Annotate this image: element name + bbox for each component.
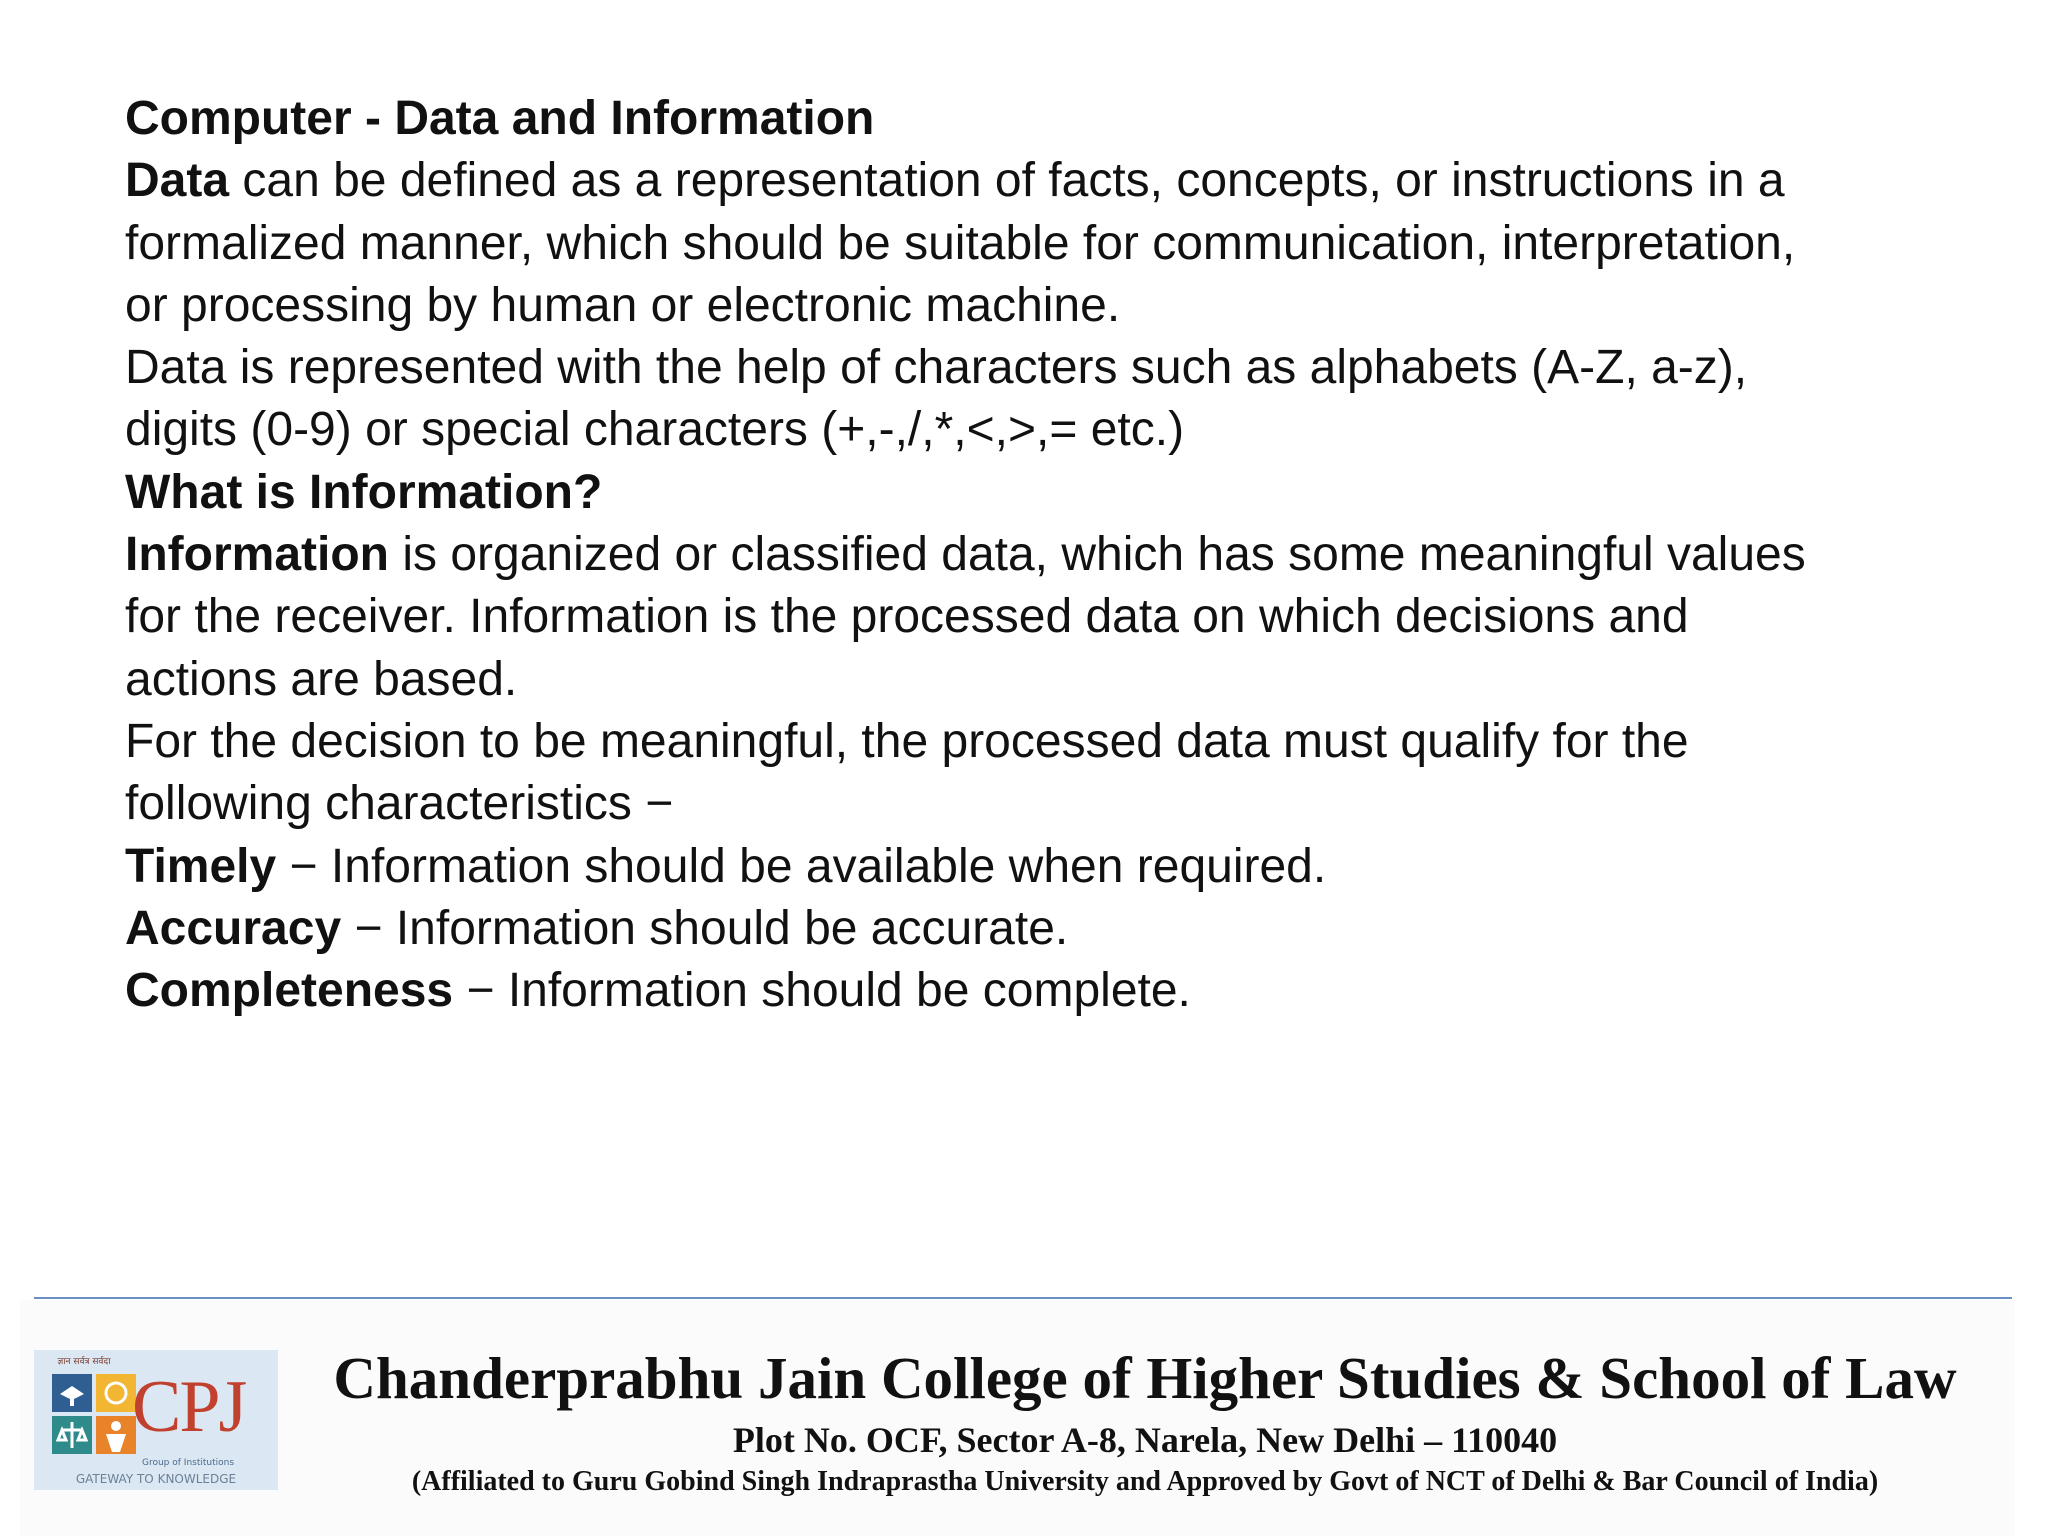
data-definition-line: or processing by human or electronic machine. — [125, 278, 1121, 332]
college-address: Plot No. OCF, Sector A-8, Narela, New Delhi – 110040 — [732, 1420, 1558, 1460]
college-name: Chanderprabhu Jain College of Higher Studies & School of Law — [333, 1345, 1957, 1411]
information-definition-text: is organized or classified data, which has some meaningful values — [388, 528, 1806, 582]
characteristic-description: − Information should be available when required. — [276, 839, 1327, 893]
characteristic-description: − Information should be accurate. — [341, 901, 1069, 955]
logo-letters: CPJ — [132, 1366, 246, 1448]
logo-tagline: GATEWAY TO KNOWLEDGE — [75, 1472, 237, 1486]
data-definition-line: formalized manner, which should be suitable for communication, interpretation, — [125, 216, 1796, 270]
data-representation-line: Data is represented with the help of characters such as alphabets (A-Z, a-z), — [125, 341, 1748, 395]
figure-head — [111, 1421, 121, 1431]
information-definition-line: for the receiver. Information is the processed data on which decisions and — [125, 590, 1689, 644]
information-term: Information — [125, 528, 389, 582]
slide-title: Computer - Data and Information — [125, 92, 875, 145]
characteristic-term: Completeness — [125, 964, 454, 1018]
footer-divider — [34, 1297, 2012, 1299]
information-definition-line: actions are based. — [125, 652, 518, 706]
logo-group-text: Group of Institutions — [142, 1458, 235, 1468]
information-heading: What is Information? — [125, 465, 603, 519]
data-term: Data — [125, 154, 230, 208]
information-definition-line — [125, 524, 1985, 586]
decision-line: following characteristics − — [125, 777, 674, 831]
logo-motto: ज्ञान सर्वत्र सर्वदा — [57, 1357, 111, 1367]
slide-body — [125, 88, 1985, 1022]
logo-emblem-icon — [50, 1372, 138, 1456]
characteristic-description: − Information should be complete. — [453, 964, 1191, 1018]
decision-line: For the decision to be meaningful, the processed data must qualify for the — [125, 714, 1689, 768]
characteristic-term: Timely — [125, 839, 277, 893]
characteristic-item — [125, 960, 1985, 1022]
characteristic-item — [125, 898, 1985, 960]
college-logo — [34, 1350, 278, 1490]
data-definition-line — [125, 150, 1985, 212]
cap-tassel — [70, 1398, 74, 1406]
data-definition-text: can be defined as a representation of facts, concepts, or instructions in a — [229, 154, 1785, 208]
logo-yellow-quadrant — [96, 1374, 136, 1412]
characteristic-item — [125, 836, 1985, 898]
characteristic-term: Accuracy — [125, 901, 342, 955]
data-representation-line: digits (0-9) or special characters (+,-,/,*,<,>,= etc.) — [125, 403, 1185, 457]
college-affiliation: (Affiliated to Guru Gobind Singh Indraprastha University and Approved by Govt of NCT of Delhi & Bar Council of India) — [411, 1466, 1879, 1497]
